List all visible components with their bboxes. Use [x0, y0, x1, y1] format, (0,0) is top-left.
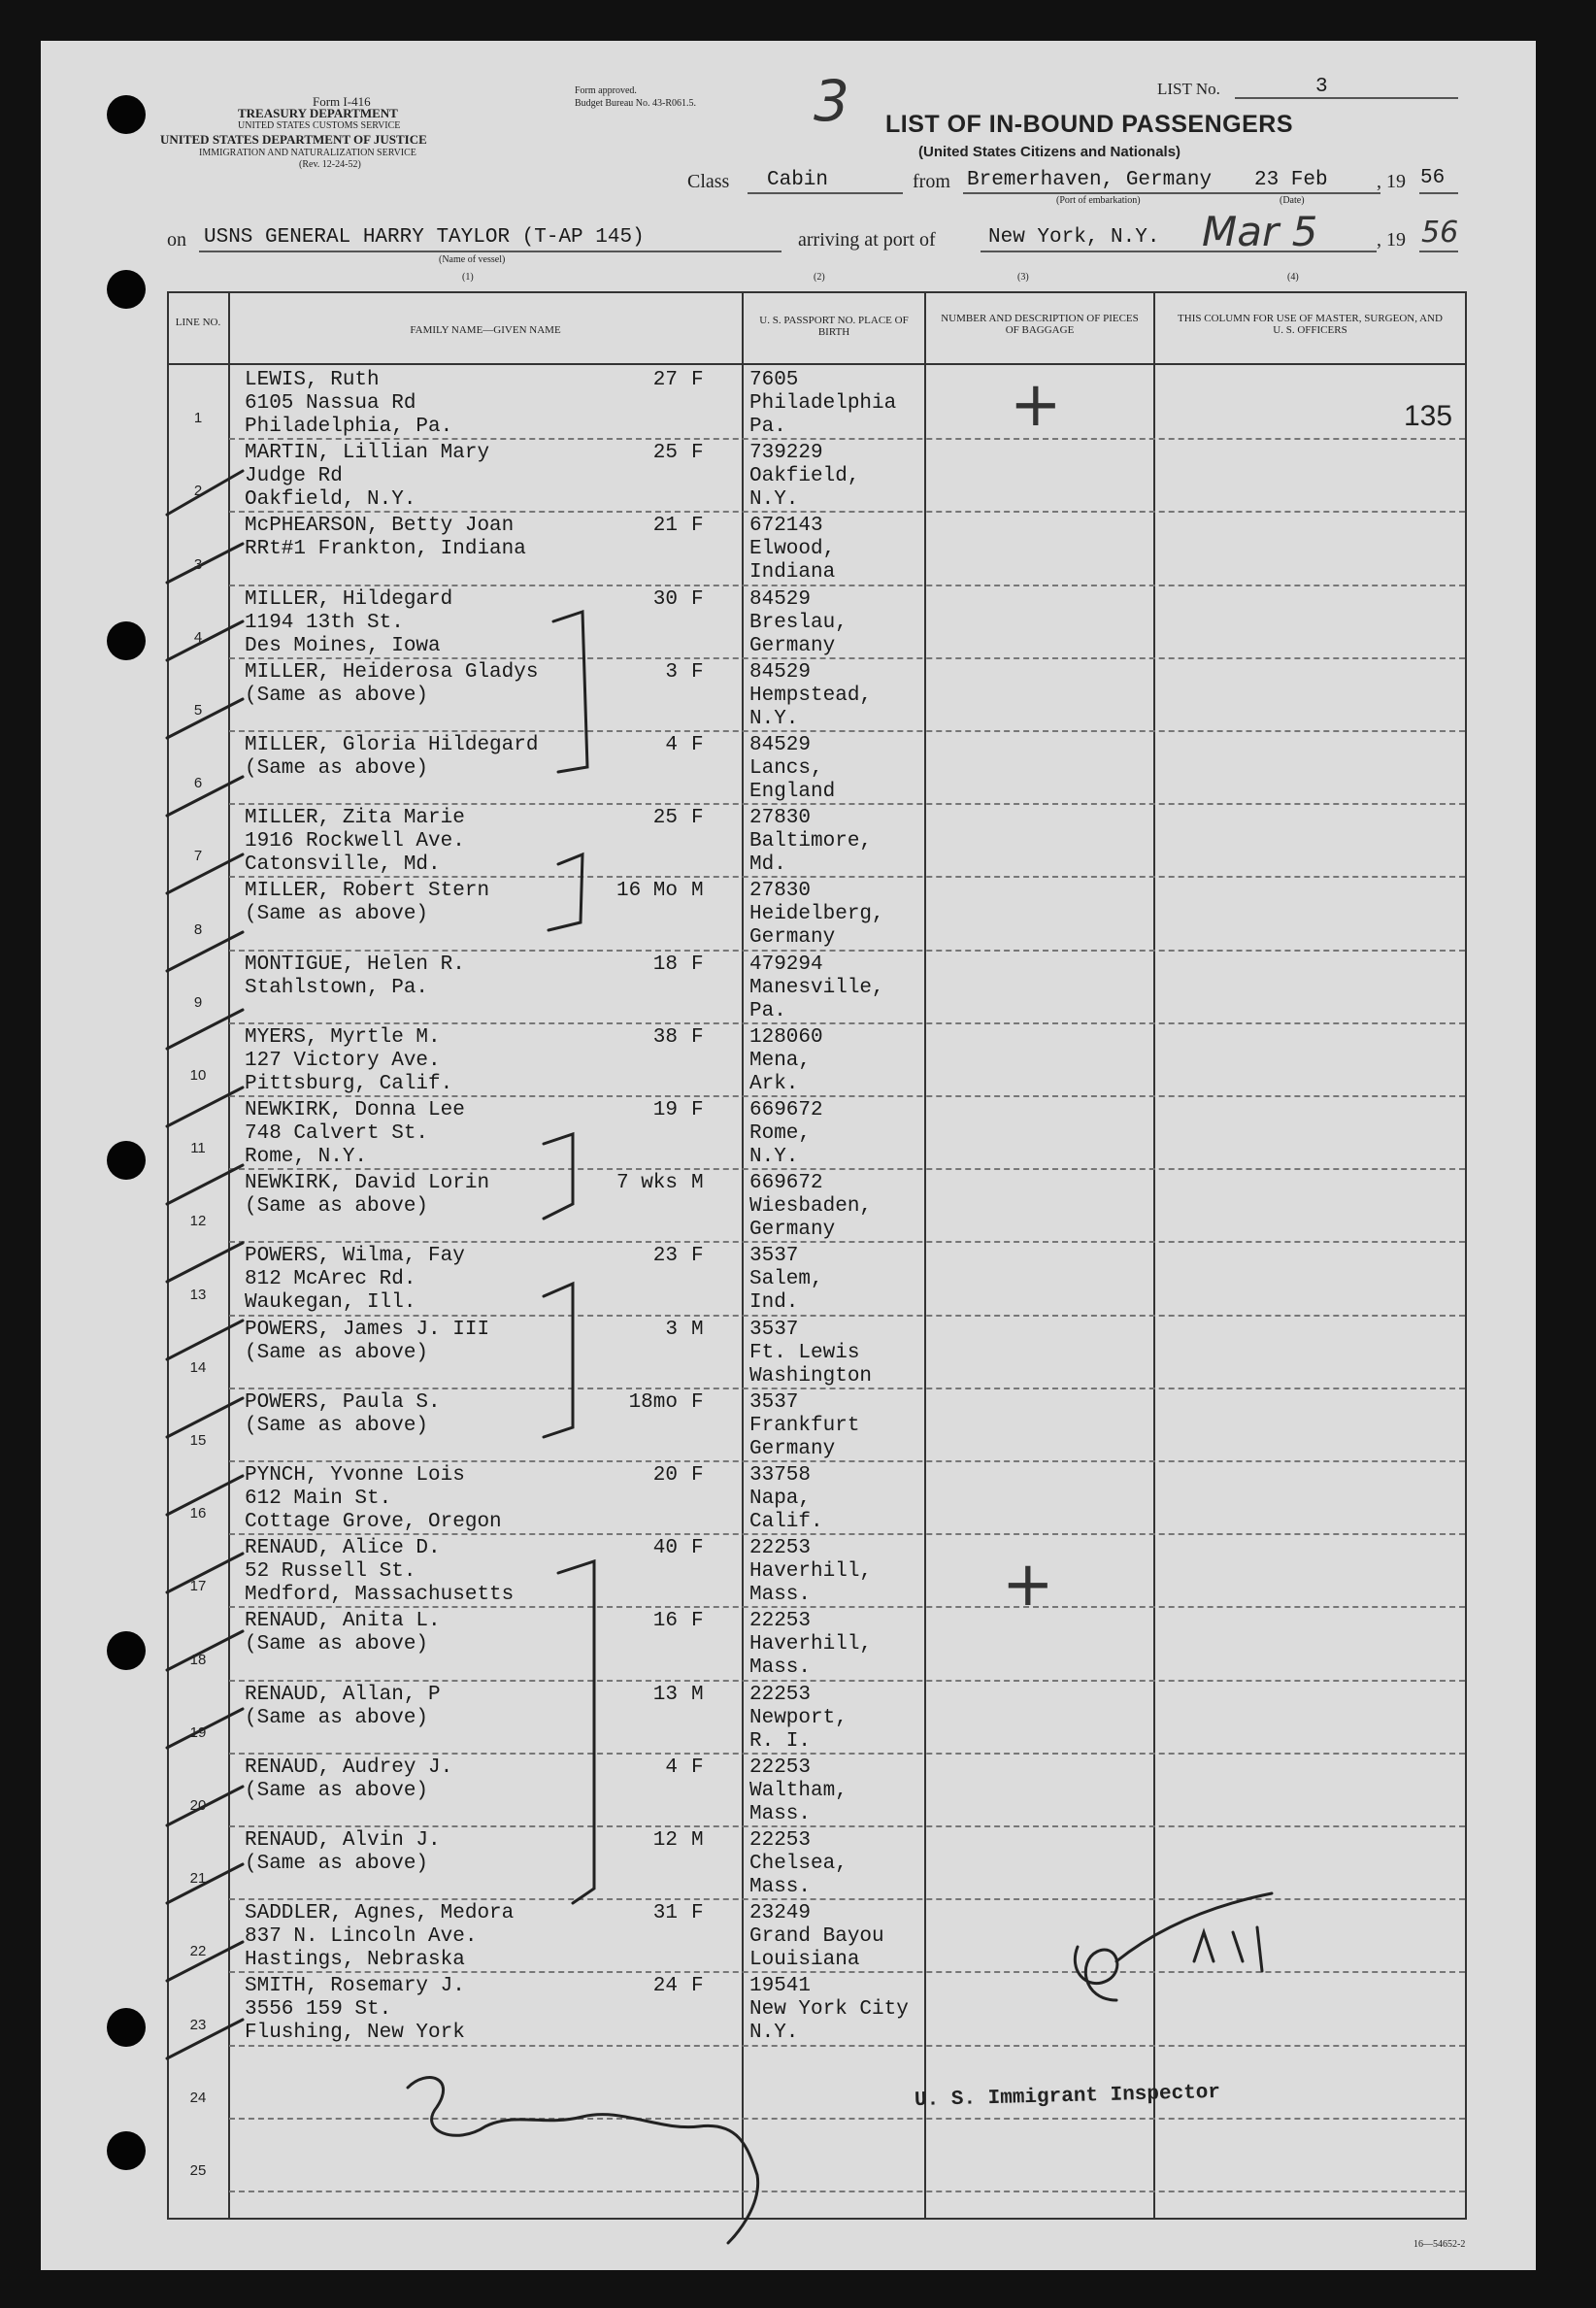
- from-label: from: [913, 171, 950, 192]
- row-number: 9: [193, 993, 203, 1011]
- year-prefix: , 19: [1377, 171, 1406, 192]
- table-row: [169, 2047, 1465, 2120]
- table-row: [169, 1389, 1465, 1462]
- passenger-address-1: 1194 13th St.: [245, 611, 404, 634]
- table-row: [169, 1024, 1465, 1097]
- place-of-birth-1: Elwood,: [749, 538, 836, 561]
- class-label: Class: [687, 171, 730, 192]
- row-number: 23: [189, 2016, 207, 2033]
- place-of-birth-1: Rome,: [749, 1122, 812, 1145]
- passenger-address-2: Waukegan, Ill.: [245, 1291, 416, 1315]
- passenger-name: MONTIGUE, Helen R.: [245, 953, 465, 976]
- inspector-label: U. S. Immigrant Inspector: [914, 2081, 1221, 2113]
- passenger-name: MYERS, Myrtle M.: [245, 1025, 441, 1049]
- passenger-name: MILLER, Zita Marie: [245, 807, 465, 830]
- place-of-birth-2: Mass.: [749, 1656, 812, 1680]
- passenger-name: NEWKIRK, Donna Lee: [245, 1099, 465, 1121]
- passenger-age: 23: [652, 1245, 678, 1268]
- passenger-age: 4: [665, 1756, 678, 1779]
- passenger-address-2: Catonsville, Md.: [245, 853, 441, 877]
- passenger-name: LEWIS, Ruth: [245, 369, 380, 391]
- passenger-address-1: (Same as above): [245, 1341, 429, 1364]
- footer-code: 16—54652-2: [1413, 2239, 1466, 2250]
- col-header-officers: THIS COLUMN FOR USE OF MASTER, SURGEON, AND U. S. OFFICERS: [1178, 313, 1443, 336]
- row-number: 8: [193, 920, 203, 938]
- passenger-sex: F: [691, 515, 704, 538]
- table-row: [169, 367, 1465, 440]
- passport-number: 23249: [749, 1902, 812, 1925]
- place-of-birth-2: N.Y.: [749, 707, 799, 730]
- revision: (Rev. 12-24-52): [299, 159, 361, 170]
- passenger-address-2: Oakfield, N.Y.: [245, 488, 416, 512]
- passenger-address-2: Flushing, New York: [245, 2022, 465, 2045]
- place-of-birth-2: Germany: [749, 1219, 836, 1242]
- form-approved: Form approved.: [575, 85, 637, 96]
- row-number: 4: [193, 628, 203, 646]
- passenger-address-1: RRt#1 Frankton, Indiana: [245, 538, 526, 561]
- passport-number: 27830: [749, 807, 812, 830]
- departure-date: 23 Feb: [1254, 169, 1328, 191]
- passenger-age: 25: [652, 442, 678, 465]
- row-number: 14: [189, 1358, 207, 1376]
- passenger-address-1: (Same as above): [245, 1414, 429, 1437]
- row-number: 17: [189, 1578, 207, 1595]
- justice-dept: UNITED STATES DEPARTMENT OF JUSTICE: [160, 132, 427, 147]
- passport-number: 33758: [749, 1464, 812, 1487]
- place-of-birth-1: Ft. Lewis: [749, 1341, 860, 1364]
- passenger-sex: F: [691, 442, 704, 465]
- passenger-count-note: 135: [1404, 400, 1453, 432]
- passenger-age: 21: [652, 515, 678, 538]
- passenger-name: PYNCH, Yvonne Lois: [245, 1464, 465, 1487]
- passenger-address-1: 837 N. Lincoln Ave.: [245, 1925, 478, 1949]
- handwritten-list-number: 3: [814, 68, 849, 134]
- passenger-address-1: (Same as above): [245, 1779, 429, 1802]
- passenger-address-1: 52 Russell St.: [245, 1560, 416, 1584]
- place-of-birth-2: Pa.: [749, 416, 786, 438]
- place-of-birth-2: Indiana: [749, 561, 836, 585]
- passenger-address-1: 748 Calvert St.: [245, 1122, 429, 1145]
- on-label: on: [167, 229, 186, 251]
- row-number: 6: [193, 775, 203, 792]
- passenger-name: RENAUD, Audrey J.: [245, 1756, 453, 1779]
- passenger-address-2: Hastings, Nebraska: [245, 1949, 465, 1972]
- place-of-birth-1: New York City: [749, 1998, 909, 2022]
- passenger-address-2: Des Moines, Iowa: [245, 634, 441, 657]
- vessel-name: USNS GENERAL HARRY TAYLOR (T-AP 145): [204, 226, 645, 249]
- place-of-birth-1: Grand Bayou: [749, 1925, 884, 1949]
- passenger-name: RENAUD, Alice D.: [245, 1537, 441, 1560]
- binder-hole: [107, 1141, 146, 1180]
- form-title: LIST OF IN-BOUND PASSENGERS: [885, 111, 1294, 138]
- place-of-birth-2: Pa.: [749, 999, 786, 1022]
- passenger-sex: F: [691, 953, 704, 976]
- place-of-birth-2: N.Y.: [749, 2022, 799, 2045]
- place-of-birth-2: Germany: [749, 1437, 836, 1460]
- passenger-address-1: (Same as above): [245, 684, 429, 707]
- row-divider: [229, 2191, 1465, 2192]
- passenger-age: 18mo: [628, 1390, 678, 1414]
- table-row: [169, 2120, 1465, 2192]
- row-number: 1: [193, 410, 203, 427]
- passport-number: 669672: [749, 1172, 823, 1195]
- arrival-port: New York, N.Y.: [988, 226, 1160, 249]
- passenger-address-2: Medford, Massachusetts: [245, 1584, 515, 1607]
- passenger-name: SMITH, Rosemary J.: [245, 1975, 465, 1998]
- table-row: [169, 1097, 1465, 1170]
- row-number: 20: [189, 1796, 207, 1814]
- passenger-age: 38: [652, 1025, 678, 1049]
- passenger-name: RENAUD, Allan, P: [245, 1683, 441, 1706]
- row-number: 11: [190, 1140, 206, 1157]
- passenger-sex: F: [691, 660, 704, 684]
- list-number: 3: [1315, 76, 1328, 98]
- treasury-dept: TREASURY DEPARTMENT: [238, 106, 398, 120]
- customs-service: UNITED STATES CUSTOMS SERVICE: [238, 120, 401, 131]
- place-of-birth-1: Chelsea,: [749, 1853, 848, 1875]
- passenger-name: MILLER, Gloria Hildegard: [245, 734, 539, 756]
- row-number: 21: [189, 1870, 207, 1888]
- passenger-sex: M: [691, 1829, 704, 1852]
- table-row: [169, 1243, 1465, 1316]
- passenger-sex: F: [691, 1610, 704, 1633]
- passenger-sex: F: [691, 1756, 704, 1779]
- arrival-year-prefix: , 19: [1377, 229, 1406, 251]
- place-of-birth-1: Mena,: [749, 1049, 812, 1072]
- table-row: [169, 878, 1465, 951]
- passenger-sex: F: [691, 1537, 704, 1560]
- passenger-address-1: Stahlstown, Pa.: [245, 976, 429, 999]
- passenger-address-2: Cottage Grove, Oregon: [245, 1511, 502, 1533]
- place-of-birth-2: Mass.: [749, 1584, 812, 1607]
- table-row: [169, 1682, 1465, 1755]
- passenger-age: 16: [652, 1610, 678, 1633]
- col-header-passport: U. S. PASSPORT NO. PLACE OF BIRTH: [759, 315, 909, 338]
- table-row: [169, 1535, 1465, 1608]
- place-of-birth-2: Ind.: [749, 1291, 799, 1315]
- passenger-name: POWERS, Wilma, Fay: [245, 1245, 465, 1268]
- passenger-age: 27: [652, 369, 678, 391]
- passport-number: 22253: [749, 1610, 812, 1633]
- table-row: [169, 1973, 1465, 2046]
- place-of-birth-2: Mass.: [749, 1802, 812, 1825]
- place-of-birth-2: England: [749, 781, 836, 803]
- list-label: LIST No.: [1157, 80, 1220, 98]
- passenger-age: 20: [652, 1464, 678, 1487]
- passenger-age: 18: [652, 953, 678, 976]
- place-of-birth-2: N.Y.: [749, 488, 799, 512]
- passenger-address-1: (Same as above): [245, 757, 429, 780]
- passenger-name: POWERS, James J. III: [245, 1318, 490, 1341]
- passenger-sex: F: [691, 1464, 704, 1487]
- passenger-address-1: (Same as above): [245, 1853, 429, 1875]
- passenger-address-1: 812 McArec Rd.: [245, 1268, 416, 1291]
- place-of-birth-1: Newport,: [749, 1706, 848, 1729]
- table-row: [169, 586, 1465, 659]
- place-of-birth-1: Salem,: [749, 1268, 823, 1291]
- table-row: [169, 805, 1465, 878]
- passenger-name: MILLER, Robert Stern: [245, 880, 490, 903]
- form-number: Form I-416: [313, 94, 371, 109]
- passenger-name: MARTIN, Lillian Mary: [245, 442, 490, 465]
- passenger-address-1: 3556 159 St.: [245, 1998, 392, 2022]
- passenger-sex: F: [691, 1390, 704, 1414]
- row-number: 22: [189, 1943, 207, 1960]
- table-row: [169, 440, 1465, 513]
- row-number: 5: [193, 701, 203, 719]
- passport-number: 3537: [749, 1390, 799, 1414]
- col-marker-3: (3): [1017, 272, 1029, 283]
- year-suffix: 56: [1420, 167, 1446, 189]
- passenger-age: 40: [652, 1537, 678, 1560]
- place-of-birth-1: Wiesbaden,: [749, 1195, 873, 1219]
- place-of-birth-1: Hempstead,: [749, 684, 873, 707]
- row-number: 24: [189, 2089, 207, 2106]
- table-row: [169, 1827, 1465, 1900]
- passenger-name: RENAUD, Alvin J.: [245, 1829, 441, 1852]
- passenger-name: MILLER, Hildegard: [245, 587, 453, 611]
- passenger-name: RENAUD, Anita L.: [245, 1610, 441, 1633]
- passenger-sex: F: [691, 369, 704, 391]
- row-number: 25: [189, 2161, 207, 2179]
- table-row: [169, 1462, 1465, 1535]
- passport-number: 22253: [749, 1829, 812, 1852]
- table-row: [169, 732, 1465, 805]
- row-number: 19: [189, 1723, 207, 1741]
- place-of-birth-2: Md.: [749, 853, 786, 877]
- passenger-name: McPHEARSON, Betty Joan: [245, 515, 515, 538]
- col-marker-4: (4): [1287, 272, 1299, 283]
- passenger-name: POWERS, Paula S.: [245, 1390, 441, 1414]
- passenger-age: 3: [665, 1318, 678, 1341]
- passenger-table: [167, 291, 1467, 2220]
- passenger-age: 3: [665, 660, 678, 684]
- passport-number: 479294: [749, 953, 823, 976]
- col-header-line: LINE NO.: [175, 317, 221, 328]
- place-of-birth-2: N.Y.: [749, 1146, 799, 1168]
- passenger-address-1: 612 Main St.: [245, 1488, 392, 1510]
- place-of-birth-1: Heidelberg,: [749, 903, 884, 926]
- col-header-name: FAMILY NAME—GIVEN NAME: [410, 324, 561, 336]
- passenger-name: SADDLER, Agnes, Medora: [245, 1902, 515, 1925]
- binder-hole: [107, 2008, 146, 2047]
- passport-number: 739229: [749, 442, 823, 465]
- passenger-address-1: (Same as above): [245, 1706, 429, 1729]
- embarkation-port: Bremerhaven, Germany: [967, 169, 1213, 191]
- binder-hole: [107, 95, 146, 134]
- place-of-birth-2: Ark.: [749, 1072, 799, 1095]
- port-embark-caption: (Port of embarkation): [1056, 195, 1141, 206]
- table-row: [169, 659, 1465, 732]
- arriving-label: arriving at port of: [798, 229, 936, 251]
- form-subtitle: (United States Citizens and Nationals): [918, 144, 1181, 160]
- passport-number: 672143: [749, 515, 823, 538]
- passenger-age: 7 wks: [615, 1172, 678, 1195]
- binder-hole: [107, 270, 146, 309]
- passport-number: 22253: [749, 1756, 812, 1779]
- passenger-sex: M: [691, 880, 704, 903]
- passenger-sex: M: [691, 1172, 704, 1195]
- col-header-baggage: NUMBER AND DESCRIPTION OF PIECES OF BAGGAGE: [941, 313, 1139, 336]
- place-of-birth-1: Napa,: [749, 1488, 812, 1510]
- arrival-year-handwritten: 56: [1421, 216, 1459, 250]
- row-number: 12: [189, 1213, 207, 1230]
- row-number: 3: [193, 555, 203, 573]
- passenger-age: 31: [652, 1902, 678, 1925]
- passenger-sex: M: [691, 1318, 704, 1341]
- passenger-address-2: Philadelphia, Pa.: [245, 416, 453, 438]
- passenger-sex: F: [691, 1245, 704, 1268]
- passport-number: 27830: [749, 880, 812, 903]
- place-of-birth-2: Calif.: [749, 1511, 823, 1533]
- passport-number: 84529: [749, 660, 812, 684]
- baggage-mark: +: [1010, 369, 1062, 441]
- passenger-address-1: 6105 Nassua Rd: [245, 392, 416, 415]
- passenger-age: 4: [665, 734, 678, 756]
- passport-number: 22253: [749, 1537, 812, 1560]
- ins-service: IMMIGRATION AND NATURALIZATION SERVICE: [199, 148, 416, 158]
- passenger-age: 30: [652, 587, 678, 611]
- passenger-age: 16 Mo: [615, 880, 678, 903]
- passport-number: 669672: [749, 1099, 823, 1121]
- place-of-birth-1: Philadelphia: [749, 392, 897, 415]
- baggage-mark: +: [1002, 1549, 1054, 1621]
- passport-number: 19541: [749, 1975, 812, 1998]
- row-number: 15: [189, 1431, 207, 1449]
- passenger-address-1: (Same as above): [245, 1633, 429, 1656]
- passenger-sex: F: [691, 1099, 704, 1121]
- place-of-birth-2: Germany: [749, 926, 836, 950]
- table-row: [169, 1608, 1465, 1681]
- row-number: 18: [189, 1651, 207, 1668]
- place-of-birth-1: Oakfield,: [749, 465, 860, 488]
- passenger-address-2: Rome, N.Y.: [245, 1146, 368, 1168]
- table-row: [169, 1900, 1465, 1973]
- passport-number: 3537: [749, 1245, 799, 1268]
- place-of-birth-1: Haverhill,: [749, 1633, 873, 1656]
- place-of-birth-1: Frankfurt: [749, 1414, 860, 1437]
- binder-hole: [107, 2131, 146, 2170]
- binder-hole: [107, 1631, 146, 1670]
- place-of-birth-1: Lancs,: [749, 757, 823, 780]
- passport-number: 7605: [749, 369, 799, 391]
- passenger-address-1: (Same as above): [245, 903, 429, 926]
- date-caption: (Date): [1280, 195, 1305, 206]
- passenger-sex: F: [691, 1975, 704, 1998]
- passenger-address-1: (Same as above): [245, 1195, 429, 1219]
- place-of-birth-1: Baltimore,: [749, 830, 873, 853]
- passenger-address-1: 1916 Rockwell Ave.: [245, 830, 465, 853]
- col-marker-2: (2): [814, 272, 825, 283]
- passenger-address-2: Pittsburg, Calif.: [245, 1072, 453, 1095]
- passenger-sex: F: [691, 587, 704, 611]
- table-row: [169, 513, 1465, 585]
- table-row: [169, 1755, 1465, 1827]
- place-of-birth-1: Waltham,: [749, 1779, 848, 1802]
- passenger-age: 25: [652, 807, 678, 830]
- passport-number: 3537: [749, 1318, 799, 1341]
- place-of-birth-2: Washington: [749, 1364, 873, 1388]
- class-value: Cabin: [767, 169, 829, 191]
- place-of-birth-2: Germany: [749, 634, 836, 657]
- passenger-age: 13: [652, 1683, 678, 1706]
- budget-bureau: Budget Bureau No. 43-R061.5.: [575, 98, 696, 109]
- col-marker-1: (1): [462, 272, 474, 283]
- table-row: [169, 1317, 1465, 1389]
- place-of-birth-1: Manesville,: [749, 976, 884, 999]
- table-row: [169, 1170, 1465, 1243]
- row-number: 7: [193, 848, 203, 865]
- passport-number: 84529: [749, 734, 812, 756]
- place-of-birth-1: Breslau,: [749, 611, 848, 634]
- passenger-name: NEWKIRK, David Lorin: [245, 1172, 490, 1195]
- table-row: [169, 952, 1465, 1024]
- arrival-date-handwritten: Mar 5: [1202, 208, 1318, 255]
- passenger-sex: F: [691, 1025, 704, 1049]
- place-of-birth-1: Haverhill,: [749, 1560, 873, 1584]
- passenger-address-1: Judge Rd: [245, 465, 343, 488]
- row-number: 13: [189, 1286, 207, 1303]
- passenger-sex: F: [691, 1902, 704, 1925]
- passenger-name: MILLER, Heiderosa Gladys: [245, 660, 539, 684]
- passport-number: 128060: [749, 1025, 823, 1049]
- passenger-age: 24: [652, 1975, 678, 1998]
- passport-number: 84529: [749, 587, 812, 611]
- binder-hole: [107, 621, 146, 660]
- passenger-age: 19: [652, 1099, 678, 1121]
- row-number: 2: [193, 483, 203, 500]
- place-of-birth-2: R. I.: [749, 1729, 812, 1753]
- passenger-sex: M: [691, 1683, 704, 1706]
- passenger-address-1: 127 Victory Ave.: [245, 1049, 441, 1072]
- vessel-caption: (Name of vessel): [439, 254, 506, 265]
- row-number: 10: [189, 1066, 207, 1084]
- place-of-birth-2: Mass.: [749, 1876, 812, 1898]
- passenger-age: 12: [652, 1829, 678, 1852]
- row-number: 16: [189, 1505, 207, 1522]
- place-of-birth-2: Louisiana: [749, 1949, 860, 1972]
- passenger-sex: F: [691, 807, 704, 830]
- passenger-sex: F: [691, 734, 704, 756]
- passport-number: 22253: [749, 1683, 812, 1706]
